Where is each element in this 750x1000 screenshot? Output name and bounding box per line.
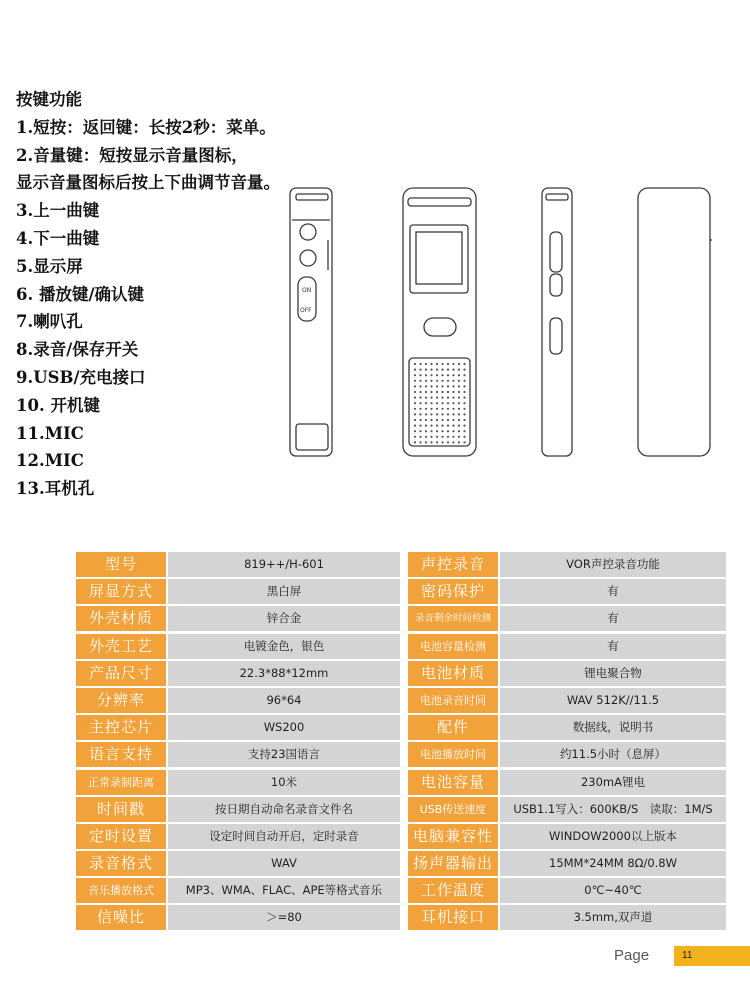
spec-label: 外壳材质 [76, 606, 166, 631]
spec-label: 电脑兼容性 [408, 824, 498, 849]
spec-value: 0℃~40℃ [500, 878, 726, 903]
spec-label: 信噪比 [76, 905, 166, 930]
speaker-grille [414, 363, 466, 444]
spec-label: 语言支持 [76, 742, 166, 767]
feature-item: 8.录音/保存开关 [16, 340, 139, 360]
spec-value: 10米 [168, 770, 400, 795]
spec-value: 电镀金色，银色 [168, 634, 400, 659]
spec-value: 锌合金 [168, 606, 400, 631]
spec-row [76, 634, 726, 659]
spec-label: 声控录音 [408, 552, 498, 577]
side-view-right [542, 188, 572, 456]
spec-row [76, 878, 726, 903]
spec-label: 录音格式 [76, 851, 166, 876]
spec-value: 按日期自动命名录音文件名 [168, 797, 400, 822]
spec-label: 配件 [408, 715, 498, 740]
spec-value: 有 [500, 606, 726, 631]
spec-label: 电池容量检测 [408, 634, 498, 659]
page-number: 11 [682, 950, 693, 961]
spec-value: 819++/H-601 [168, 552, 400, 577]
spec-label: 工作温度 [408, 878, 498, 903]
spec-label: 正常录制距离 [76, 770, 166, 795]
spec-value: 设定时间自动开启，定时录音 [168, 824, 400, 849]
page-label: Page [614, 947, 650, 964]
feature-item: 13.耳机孔 [16, 479, 95, 499]
feature-item: 显示音量图标后按上下曲调节音量。 [16, 173, 280, 193]
switch-label-on: ON [302, 287, 312, 294]
spec-value: 3.5mm,双声道 [500, 905, 726, 930]
spec-row [76, 552, 726, 577]
spec-label: 时间戳 [76, 797, 166, 822]
spec-value: 锂电聚合物 [500, 661, 726, 686]
spec-label: 音乐播放格式 [76, 878, 166, 903]
spec-value: 支持23国语言 [168, 742, 400, 767]
feature-item: 10. 开机键 [16, 395, 100, 415]
page-number-bar [674, 946, 750, 966]
spec-table [76, 552, 726, 933]
feature-item: 3.上一曲键 [16, 201, 100, 221]
spec-value: 黑白屏 [168, 579, 400, 604]
spec-value: 230mA锂电 [500, 770, 726, 795]
spec-row [76, 851, 726, 876]
spec-row [76, 715, 726, 740]
spec-row [76, 606, 726, 631]
spec-label: 分辨率 [76, 688, 166, 713]
spec-label: USB传送速度 [408, 797, 498, 822]
spec-label: 电池录音时间 [408, 688, 498, 713]
spec-row [76, 797, 726, 822]
spec-value: 15MM*24MM 8Ω/0.8W [500, 851, 726, 876]
spec-label: 电池容量 [408, 770, 498, 795]
feature-item: 11.MIC [16, 423, 84, 443]
device-line-drawings [260, 180, 720, 470]
spec-label: 产品尺寸 [76, 661, 166, 686]
spec-value: 有 [500, 579, 726, 604]
spec-row [76, 824, 726, 849]
back-view [638, 188, 712, 456]
spec-value: 约11.5小时（息屏） [500, 742, 726, 767]
feature-item: 2.音量键：短按显示音量图标， [16, 145, 248, 165]
feature-item: 9.USB/充电接口 [16, 367, 146, 387]
spec-value: WAV [168, 851, 400, 876]
spec-value: 数据线，说明书 [500, 715, 726, 740]
feature-item: 7.喇叭孔 [16, 312, 83, 332]
spec-row [76, 742, 726, 767]
spec-value: 96*64 [168, 688, 400, 713]
spec-value: 22.3*88*12mm [168, 661, 400, 686]
spec-label: 耳机接口 [408, 905, 498, 930]
spec-row [76, 905, 726, 930]
features-heading: 按键功能 [16, 90, 82, 109]
feature-item: 5.显示屏 [16, 256, 83, 276]
spec-label: 扬声器输出 [408, 851, 498, 876]
switch-label-off: OFF [300, 307, 312, 314]
spec-label: 电池材质 [408, 661, 498, 686]
feature-item: 6. 播放键/确认键 [16, 284, 144, 304]
feature-item: 12.MIC [16, 451, 84, 471]
spec-value: MP3、WMA、FLAC、APE等格式音乐 [168, 878, 400, 903]
spec-value: WAV 512K//11.5 [500, 688, 726, 713]
spec-value: VOR声控录音功能 [500, 552, 726, 577]
spec-value: WINDOW2000以上版本 [500, 824, 726, 849]
spec-value: 有 [500, 634, 726, 659]
side-view-left [290, 188, 332, 456]
spec-label: 主控芯片 [76, 715, 166, 740]
spec-label: 型号 [76, 552, 166, 577]
spec-row [76, 770, 726, 795]
spec-label: 密码保护 [408, 579, 498, 604]
spec-label: 屏显方式 [76, 579, 166, 604]
feature-item: 1.短按：返回键：长按2秒：菜单。 [16, 117, 276, 137]
spec-label: 录音剩余时间检测 [408, 606, 498, 631]
spec-row [76, 579, 726, 604]
spec-row [76, 688, 726, 713]
front-view [403, 188, 476, 456]
spec-label: 外壳工艺 [76, 634, 166, 659]
spec-row [76, 661, 726, 686]
spec-label: 电池播放时间 [408, 742, 498, 767]
feature-item: 4.下一曲键 [16, 228, 100, 248]
spec-label: 定时设置 [76, 824, 166, 849]
spec-value: USB1.1写入：600KB/S 读取：1M/S [500, 797, 726, 822]
spec-value: ＞=80 [168, 905, 400, 930]
spec-value: WS200 [168, 715, 400, 740]
